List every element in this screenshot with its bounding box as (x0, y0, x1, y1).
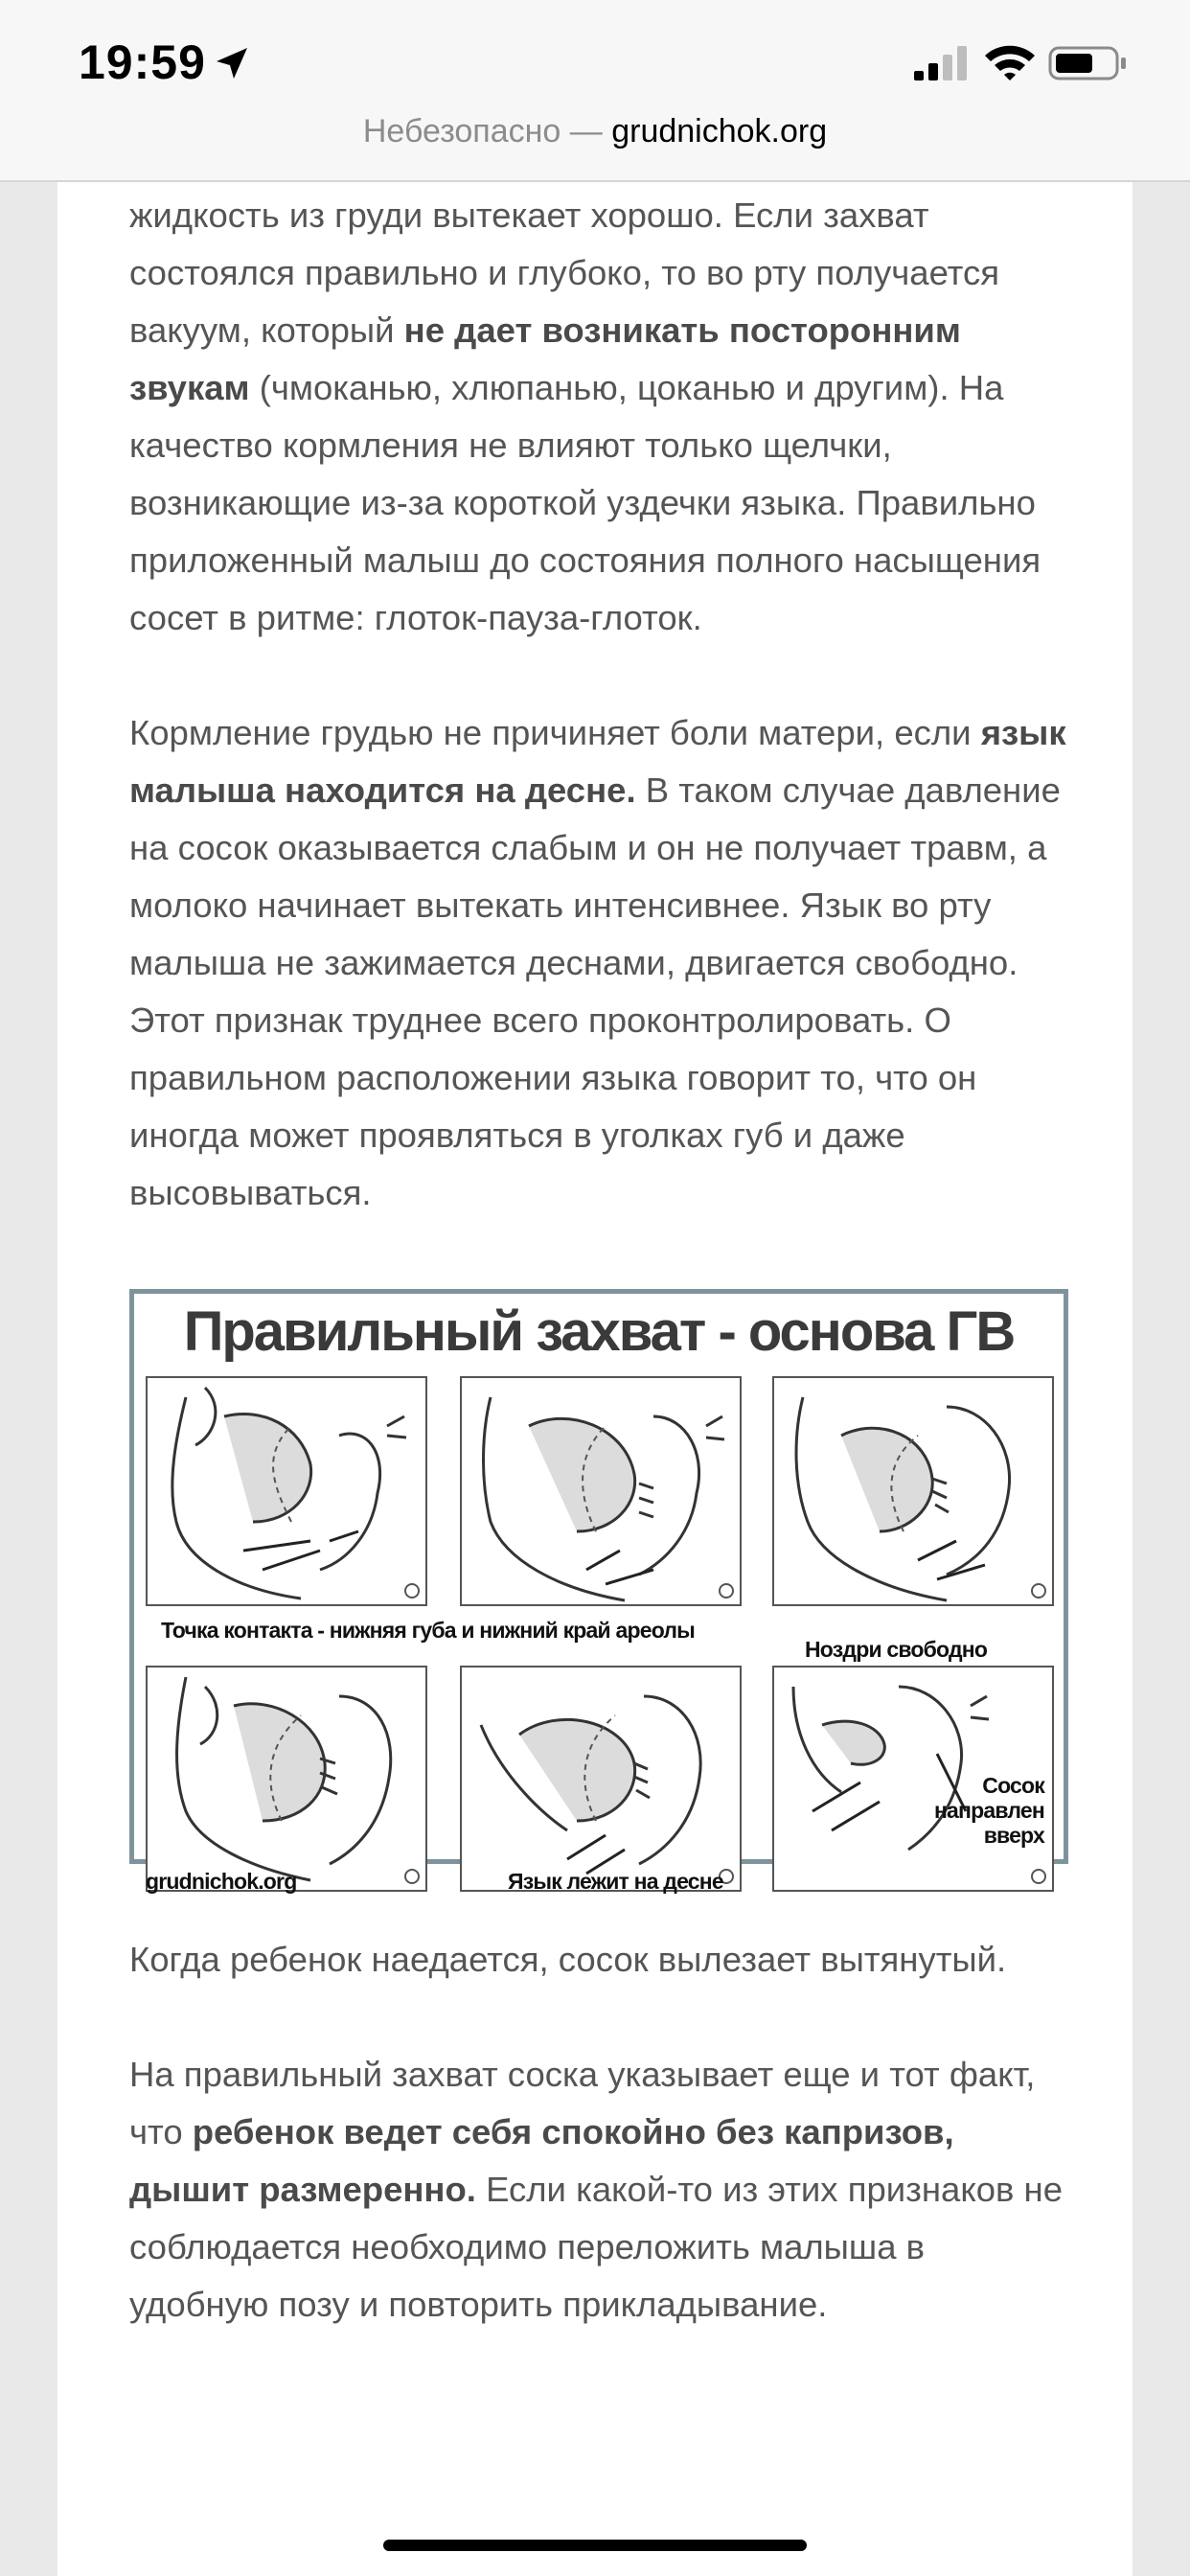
article-page (57, 0, 1133, 2576)
status-time: 19:59 (79, 35, 206, 89)
text: жидкость из груди вытекает хорошо. Если захват состоялся правильно и глубоко, то во рту получается вакуум, который (129, 196, 999, 350)
caption-nipple-up (920, 1773, 1044, 1848)
text: Если какой-то из этих признаков не соблюдается необходимо переложить малыша в удобную позу и повторить прикладывание. (129, 2170, 1064, 2324)
bold-text: не дает возникать посторонним звукам (129, 310, 961, 407)
latch-panel-2 (460, 1376, 742, 1606)
url-domain: grudnichok.org (611, 113, 828, 150)
paragraph-tongue-position (129, 704, 1073, 1222)
wifi-icon (983, 42, 1037, 82)
text: (чмоканью, хлюпанью, цоканью и другим). На качество кормления не влияют только щелчки, возникающие из-за короткой уздечки языка. Правильно приложенный малыш до состояния полного насыщения сосет в ритме: глоток-пауза-глоток. (129, 368, 1041, 637)
latch-illustration[interactable] (129, 1289, 1068, 1894)
caption-line: вверх (983, 1823, 1044, 1848)
text: Когда ребенок наедается, сосок вылезает вытянутый. (129, 1940, 1007, 1979)
breastfeeding-sketch-icon (148, 1378, 425, 1604)
text: Кормление грудью не причиняет боли матери, если (129, 713, 981, 752)
caption-nostrils: Ноздри свободно (805, 1637, 988, 1662)
bold-text: ребенок ведет себя спокойно без капризов, дышит размеренно. (129, 2112, 954, 2209)
breastfeeding-sketch-icon (148, 1668, 425, 1890)
url-bar[interactable] (0, 113, 1190, 150)
latch-panel-4 (146, 1666, 427, 1892)
text: В таком случае давление на сосок оказывается слабым и он не получает травм, а молоко начинает вытекать интенсивнее. Язык во рту малыша не зажимается деснами, двигается свободно. Этот признак труднее всего проконтролировать. О правильном расположении языка говорит то, что он иногда может проявляться в уголках губ и даже высовываться. (129, 770, 1061, 1212)
latch-panel-5 (460, 1666, 742, 1892)
battery-icon (1048, 44, 1129, 82)
cellular-signal-icon (914, 46, 968, 80)
paragraph-calm-baby (129, 2046, 1073, 2334)
latch-panel-3 (772, 1376, 1054, 1606)
text: На правильный захват соска указывает еще и тот факт, что (129, 2055, 1036, 2151)
security-warning: Небезопасно — (362, 113, 612, 150)
figure-title: Правильный захват - основа ГВ (183, 1300, 1015, 1363)
caption-line: направлен (933, 1798, 1044, 1823)
breastfeeding-sketch-icon (462, 1378, 740, 1604)
home-indicator[interactable] (383, 2540, 807, 2551)
breastfeeding-sketch-icon (774, 1378, 1052, 1604)
browser-top-bar (0, 0, 1190, 182)
bold-text: язык малыша находится на десне. (129, 713, 1066, 810)
caption-line: Сосок (982, 1773, 1044, 1798)
breastfeeding-sketch-icon (462, 1668, 740, 1890)
caption-site: grudnichok.org (146, 1869, 297, 1894)
latch-panel-1 (146, 1376, 427, 1606)
caption-tongue: Язык лежит на десне (508, 1869, 723, 1894)
paragraph-latch-vacuum (129, 187, 1073, 647)
location-arrow-icon (213, 44, 251, 82)
article-content (129, 187, 1073, 2334)
caption-contact-point: Точка контакта - нижняя губа и нижний край ареолы (161, 1618, 696, 1643)
paragraph-nipple-elongated (129, 1931, 1073, 1989)
